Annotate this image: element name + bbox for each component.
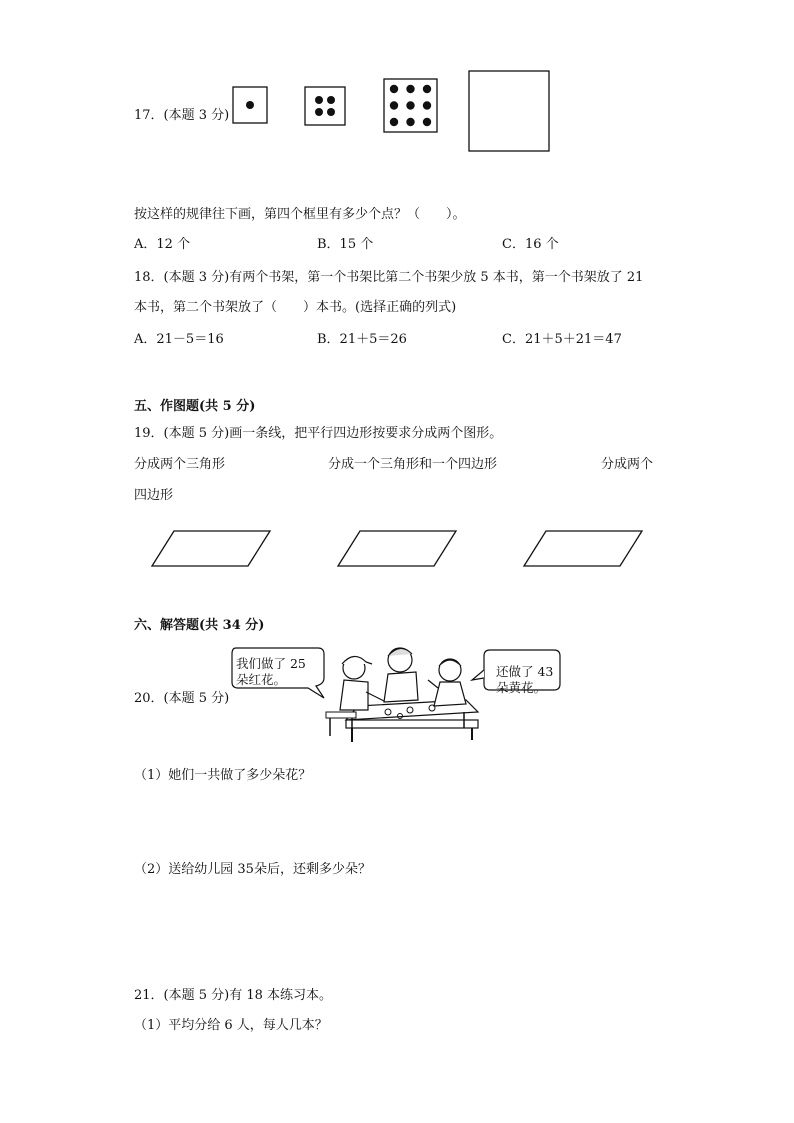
q20-sub1: （1）她们一共做了多少朵花？ <box>134 768 312 783</box>
q17-option-b[interactable]: B．15 个 <box>317 237 374 252</box>
section-5-title: 五、作图题(共 5 分) <box>134 399 256 414</box>
q17-option-a[interactable]: A．12 个 <box>134 237 191 252</box>
bubble-left-line1: 我们做了 25 <box>236 656 306 671</box>
parallelogram-2[interactable] <box>336 529 460 569</box>
q21-sub1: （1）平均分给 6 人，每人几本？ <box>134 1018 328 1033</box>
bubble-right-line2: 朵黄花。 <box>496 680 547 695</box>
q20-sub2: （2）送给幼儿园 35朵后，还剩多少朵？ <box>134 862 371 877</box>
dot-box-4-empty <box>468 70 550 152</box>
q18-option-a[interactable]: A．21－5＝16 <box>134 332 224 347</box>
section-6-title: 六、解答题(共 34 分) <box>134 618 265 633</box>
q17-label: 17．(本题 3 分) <box>134 108 230 123</box>
speech-bubble-right <box>496 664 553 696</box>
dot-box-3 <box>383 78 438 133</box>
parallelogram-3[interactable] <box>522 529 646 569</box>
dot-box-1 <box>232 86 268 124</box>
speech-bubble-left <box>236 656 306 688</box>
parallelogram-1[interactable] <box>150 529 274 569</box>
q18-line1: 18．(本题 3 分)有两个书架，第一个书架比第二个书架少放 5 本书，第一个书架放了 21 <box>134 270 644 285</box>
bubble-left-line2: 朵红花。 <box>236 672 287 687</box>
q19-req3-part2: 四边形 <box>134 488 174 503</box>
q18-line2: 本书，第二个书架放了（ ）本书。(选择正确的列式) <box>134 300 457 315</box>
bubble-right-line1: 还做了 43 <box>496 664 554 679</box>
q19-req3-part1: 分成两个 <box>601 457 654 472</box>
q18-option-c[interactable]: C．21＋5＋21＝47 <box>502 332 622 347</box>
dot-box-2 <box>304 86 346 126</box>
q19-req2: 分成一个三角形和一个四边形 <box>328 457 498 472</box>
q17-option-c[interactable]: C．16 个 <box>502 237 559 252</box>
q18-option-b[interactable]: B．21＋5＝26 <box>317 332 407 347</box>
q19-label: 19．(本题 5 分)画一条线，把平行四边形按要求分成两个图形。 <box>134 426 503 441</box>
q17-question: 按这样的规律往下画，第四个框里有多少个点？（ ）。 <box>134 207 466 222</box>
q21-label: 21．(本题 5 分)有 18 本练习本。 <box>134 988 333 1003</box>
q19-req1: 分成两个三角形 <box>134 457 226 472</box>
q20-label: 20．(本题 5 分) <box>134 691 230 706</box>
